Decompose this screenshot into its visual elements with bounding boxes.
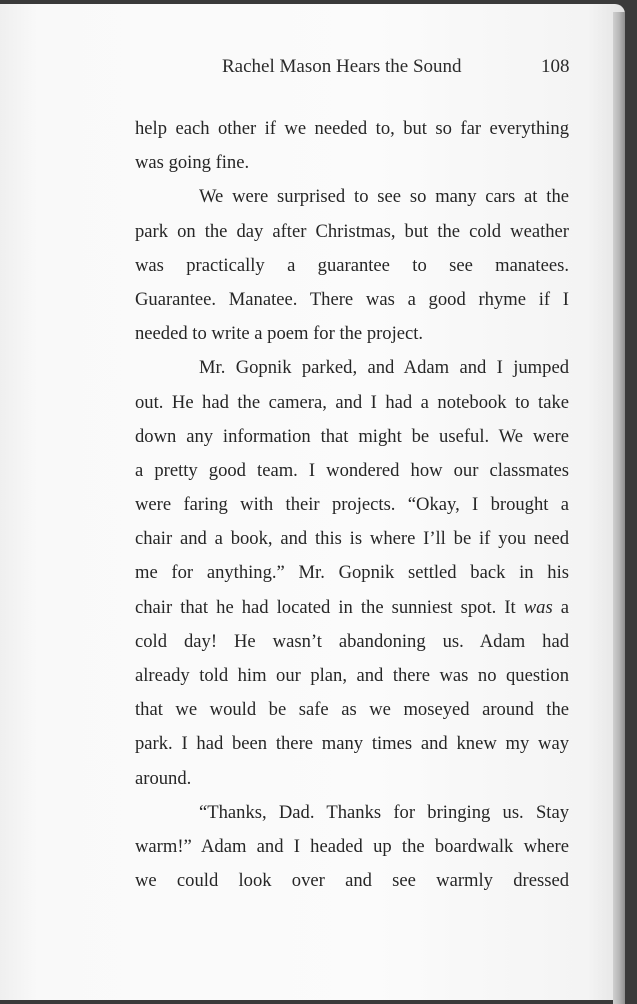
text-line: help each other if we needed to, but so far everything bbox=[135, 118, 569, 139]
emphasis: was bbox=[523, 596, 553, 618]
text-line: me for anything.” Mr. Gopnik settled back in his bbox=[135, 562, 569, 584]
text-line: were faring with their projects. “Okay, I brought a bbox=[135, 494, 569, 516]
body-text bbox=[135, 112, 569, 898]
text-line: around. bbox=[135, 767, 192, 789]
text-line: a pretty good team. I wondered how our classmates bbox=[135, 459, 569, 481]
text-line: out. He had the camera, and I had a notebook to take bbox=[135, 391, 569, 413]
text-line: was going fine. bbox=[135, 152, 250, 174]
running-title: Rachel Mason Hears the Sound bbox=[222, 56, 462, 77]
text-line: park. I had been there many times and knew my way bbox=[135, 733, 569, 755]
text-segment: chair that he had located in the sunniest spot. It bbox=[135, 596, 524, 618]
text-line: already told him our plan, and there was no question bbox=[135, 665, 569, 686]
text-line: We were surprised to see so many cars at the bbox=[199, 186, 569, 208]
text-line: Guarantee. Manatee. There was a good rhyme if I bbox=[135, 288, 569, 310]
text-line: “Thanks, Dad. Thanks for bringing us. Stay bbox=[199, 801, 569, 823]
text-line: down any information that might be useful. We were bbox=[135, 425, 569, 447]
text-line: that we would be safe as we moseyed around the bbox=[135, 699, 569, 721]
text-line: park on the day after Christmas, but the cold weather bbox=[135, 220, 569, 242]
text-line: we could look over and see warmly dressed bbox=[135, 870, 569, 892]
text-segment: a bbox=[552, 596, 570, 618]
text-line: chair and a book, and this is where I’ll be if you need bbox=[135, 528, 569, 550]
text-line: needed to write a poem for the project. bbox=[135, 323, 424, 345]
text-line: Mr. Gopnik parked, and Adam and I jumped bbox=[199, 357, 569, 379]
text-line: warm!” Adam and I headed up the boardwalk where bbox=[135, 835, 569, 857]
text-line: cold day! He wasn’t abandoning us. Adam had bbox=[135, 630, 569, 652]
page-edge bbox=[613, 12, 625, 1004]
page-header bbox=[0, 54, 637, 80]
text-line: was practically a guarantee to see manatees. bbox=[135, 254, 569, 276]
text-line bbox=[135, 591, 569, 625]
page-number: 108 bbox=[541, 56, 570, 77]
